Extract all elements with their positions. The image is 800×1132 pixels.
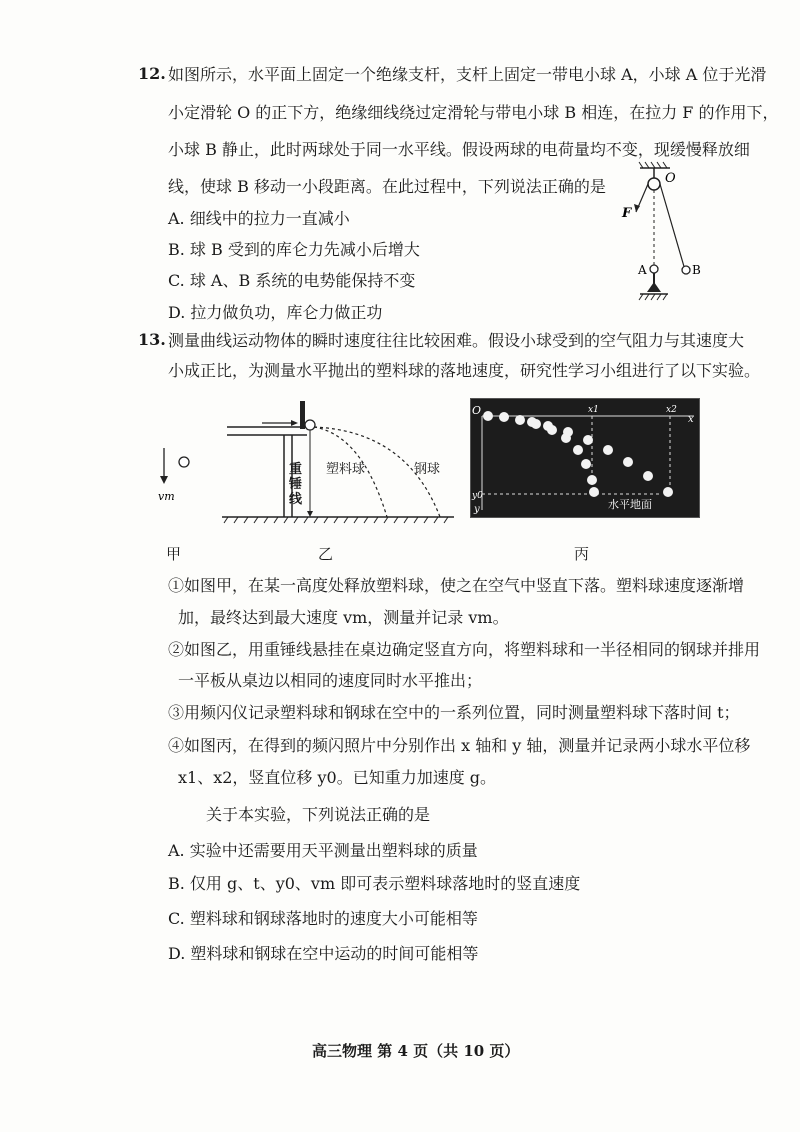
label-y0: y0 (472, 491, 483, 501)
q12-option-c: C. 球 A、B 系统的电势能保持不变 (168, 271, 416, 290)
q12-line-4: 线，使球 B 移动一小段距离。在此过程中，下列说法正确的是 (168, 177, 606, 196)
label-origin: O (472, 404, 482, 417)
q13-step-1a: ①如图甲，在某一高度处释放塑料球，使之在空气中竖直下落。塑料球速度逐渐增 (168, 576, 745, 595)
q13-question: 关于本实验，下列说法正确的是 (206, 805, 431, 824)
label-x1: x1 (588, 405, 599, 415)
fig-bing-photo (470, 398, 700, 518)
page-footer: 高三物理 第 4 页（共 10 页） (312, 1042, 520, 1060)
label-b: B (692, 263, 701, 277)
q13-step-4a: ④如图丙，在得到的频闪照片中分别作出 x 轴和 y 轴，测量并记录两小球水平位移 (168, 736, 751, 755)
plastic-ball-label: 塑料球 (326, 462, 366, 477)
ball-a-icon (650, 265, 658, 273)
q12-option-a: A. 细线中的拉力一直减小 (168, 209, 350, 228)
down-arrow-icon (160, 476, 168, 484)
q13-option-c: C. 塑料球和钢球落地时的速度大小可能相等 (168, 909, 478, 928)
q12-option-d: D. 拉力做负功，库仑力做正功 (168, 303, 383, 322)
label-o: O (665, 171, 676, 186)
label-x2: x2 (666, 405, 677, 415)
steel-ball-label: 钢球 (414, 462, 441, 477)
q13-step-2a: ②如图乙，用重锤线悬挂在桌边确定竖直方向，将塑料球和一半径相同的钢球并排用 (168, 640, 761, 659)
ball-icon (305, 420, 315, 430)
q12-line-1: 如图所示，水平面上固定一个绝缘支杆，支杆上固定一带电小球 A，小球 A 位于光滑 (168, 65, 767, 84)
q13-option-b: B. 仅用 g、t、y0、vm 即可表示塑料球落地时的竖直速度 (168, 874, 581, 893)
q13-step-3: ③用频闪仪记录塑料球和钢球在空中的一系列位置，同时测量塑料球下落时间 t； (168, 703, 740, 722)
ball-b-icon (682, 266, 690, 274)
label-y: y (474, 504, 480, 515)
pulley-icon (648, 178, 660, 190)
q12-line-3: 小球 B 静止，此时两球处于同一水平线。假设两球的电荷量均不变，现缓慢释放细 (168, 140, 750, 159)
q13-step-1b: 加，最终达到最大速度 vm，测量并记录 vm。 (178, 608, 509, 627)
fig-jia-label: 甲 (166, 545, 182, 563)
push-arrow-icon (291, 420, 298, 426)
plastic-ball-icon (179, 457, 189, 467)
label-a: A (638, 263, 647, 277)
q13-number: 13. (138, 330, 166, 349)
q13-option-d: D. 塑料球和钢球在空中运动的时间可能相等 (168, 944, 479, 963)
label-vm: vm (158, 490, 175, 503)
label-ground: 水平地面 (608, 498, 652, 511)
q13-step-2b: 一平板从桌边以相同的速度同时水平推出； (178, 671, 483, 690)
plumb-line-label: 重锤线 (289, 462, 303, 507)
q13-step-4b: x1、x2，竖直位移 y0。已知重力加速度 g。 (178, 768, 497, 787)
label-x: x (688, 414, 694, 425)
q12-pulley-figure (610, 160, 720, 310)
q13-intro-2: 小成正比，为测量水平抛出的塑料球的落地速度，研究性学习小组进行了以下实验。 (168, 361, 761, 380)
label-f: F (622, 206, 632, 221)
q12-line-2: 小定滑轮 O 的正下方，绝缘细线绕过定滑轮与带电小球 B 相连，在拉力 F 的作用下， (168, 103, 779, 122)
fig-yi-label: 乙 (318, 545, 334, 563)
q12-number: 12. (138, 64, 166, 83)
fig-bing-label: 丙 (574, 545, 590, 563)
q13-intro-1: 测量曲线运动物体的瞬时速度往往比较困难。假设小球受到的空气阻力与其速度大 (168, 331, 745, 350)
fig-jia (156, 440, 206, 510)
q13-option-a: A. 实验中还需要用天平测量出塑料球的质量 (168, 841, 478, 860)
q12-option-b: B. 球 B 受到的库仑力先减小后增大 (168, 240, 420, 259)
